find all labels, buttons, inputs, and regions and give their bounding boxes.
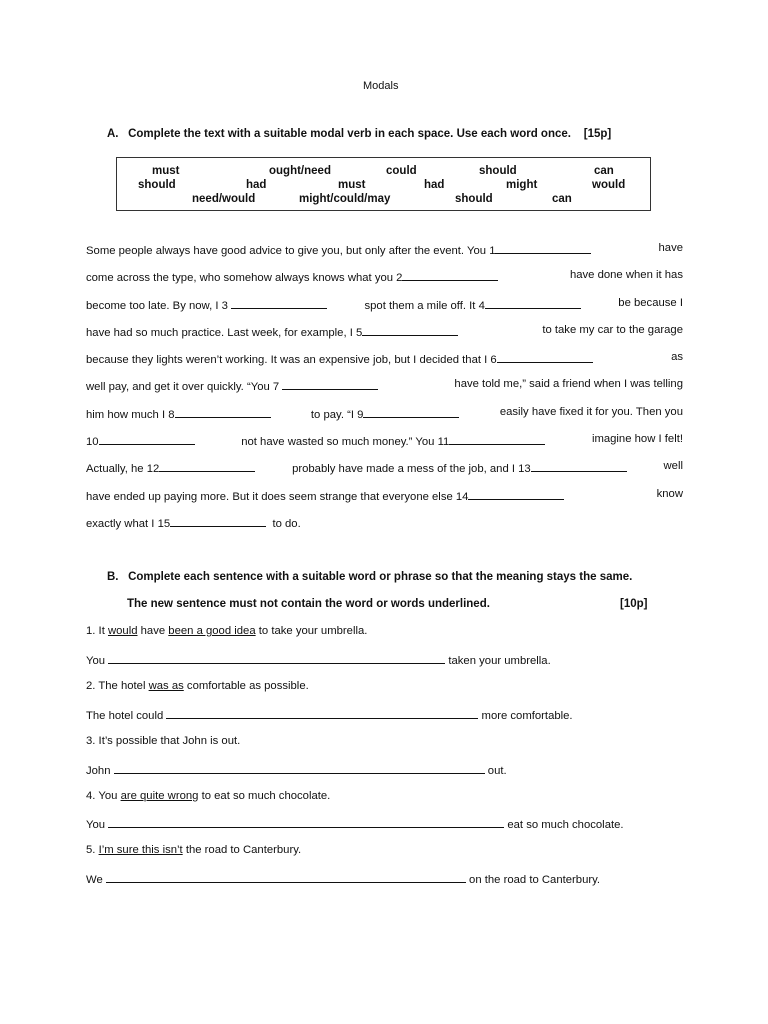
- blank-11[interactable]: [449, 433, 545, 445]
- word-option: might/could/may: [299, 193, 391, 205]
- page-title: Modals: [363, 80, 399, 92]
- answer-line: We on the road to Canterbury.: [86, 871, 600, 886]
- paragraph-line: come across the type, who somehow always knows what you 2 have done when it has: [86, 269, 683, 284]
- section-a-points: [15p]: [583, 128, 612, 140]
- paragraph-line: 10 not have wasted so much money.” You 11 imagine how I felt!: [86, 433, 683, 448]
- blank-8[interactable]: [175, 406, 271, 418]
- section-b-points: [10p]: [620, 598, 648, 610]
- blank-4[interactable]: [485, 297, 581, 309]
- paragraph-line: because they lights weren’t working. It was an expensive job, but I decided that I 6 as: [86, 351, 683, 366]
- blank-5[interactable]: [362, 324, 458, 336]
- section-b-letter: B.: [107, 571, 119, 583]
- paragraph-line: him how much I 8 to pay. “I 9 easily have fixed it for you. Then you: [86, 406, 683, 421]
- answer-line: John out.: [86, 762, 507, 777]
- transformation-prompt: 3. It’s possible that John is out.: [86, 735, 241, 747]
- paragraph-line: become too late. By now, I 3 spot them a mile off. It 4 be because I: [86, 297, 683, 312]
- word-option: must: [338, 179, 366, 191]
- word-option: should: [138, 179, 176, 191]
- word-option: can: [594, 165, 614, 177]
- blank-9[interactable]: [363, 406, 459, 418]
- word-option: would: [592, 179, 626, 191]
- answer-line: You taken your umbrella.: [86, 652, 551, 667]
- blank-6[interactable]: [497, 351, 593, 363]
- blank-12[interactable]: [159, 460, 255, 472]
- paragraph-line: exactly what I 15 to do.: [86, 515, 683, 530]
- answer-blank[interactable]: [114, 762, 485, 774]
- word-option: had: [424, 179, 445, 191]
- section-a-letter: A.: [107, 128, 119, 140]
- transformation-prompt: 4. You are quite wrong to eat so much chocolate.: [86, 790, 331, 802]
- word-option: should: [455, 193, 493, 205]
- word-option: might: [506, 179, 538, 191]
- blank-7[interactable]: [282, 378, 378, 390]
- word-box: [116, 157, 651, 211]
- section-b-heading: [107, 571, 632, 583]
- word-option: should: [479, 165, 517, 177]
- paragraph-line: Some people always have good advice to give you, but only after the event. You 1 have: [86, 242, 683, 257]
- word-option: must: [152, 165, 180, 177]
- transformation-prompt: 5. I’m sure this isn’t the road to Canterbury.: [86, 844, 302, 856]
- blank-3[interactable]: [231, 297, 327, 309]
- word-option: can: [552, 193, 572, 205]
- blank-14[interactable]: [468, 488, 564, 500]
- transformation-prompt: 2. The hotel was as comfortable as possible.: [86, 680, 309, 692]
- blank-10[interactable]: [99, 433, 195, 445]
- answer-line: You eat so much chocolate.: [86, 816, 624, 831]
- answer-blank[interactable]: [106, 871, 466, 883]
- transformation-prompt: 1. It would have been a good idea to take your umbrella.: [86, 625, 368, 637]
- word-option: need/would: [192, 193, 256, 205]
- answer-blank[interactable]: [108, 652, 445, 664]
- word-option: had: [246, 179, 267, 191]
- word-option: ought/need: [269, 165, 331, 177]
- blank-2[interactable]: [402, 269, 498, 281]
- section-a-heading: [107, 128, 611, 140]
- section-b-instruction-2: The new sentence must not contain the word or words underlined.: [127, 598, 490, 610]
- section-a-instruction: Complete the text with a suitable modal verb in each space. Use each word once.: [128, 128, 571, 140]
- word-option: could: [386, 165, 417, 177]
- paragraph-line: have had so much practice. Last week, for example, I 5 to take my car to the garage: [86, 324, 683, 339]
- answer-line: The hotel could more comfortable.: [86, 707, 573, 722]
- answer-blank[interactable]: [166, 707, 478, 719]
- blank-1[interactable]: [495, 242, 591, 254]
- paragraph-line: have ended up paying more. But it does seem strange that everyone else 14 know: [86, 488, 683, 503]
- section-b-instruction: Complete each sentence with a suitable word or phrase so that the meaning stays the same.: [128, 571, 633, 583]
- paragraph-line: Actually, he 12 probably have made a mess of the job, and I 13 well: [86, 460, 683, 475]
- blank-15[interactable]: [170, 515, 266, 527]
- blank-13[interactable]: [531, 460, 627, 472]
- paragraph-line: well pay, and get it over quickly. “You 7 have told me,” said a friend when I was telling: [86, 378, 683, 393]
- answer-blank[interactable]: [108, 816, 504, 828]
